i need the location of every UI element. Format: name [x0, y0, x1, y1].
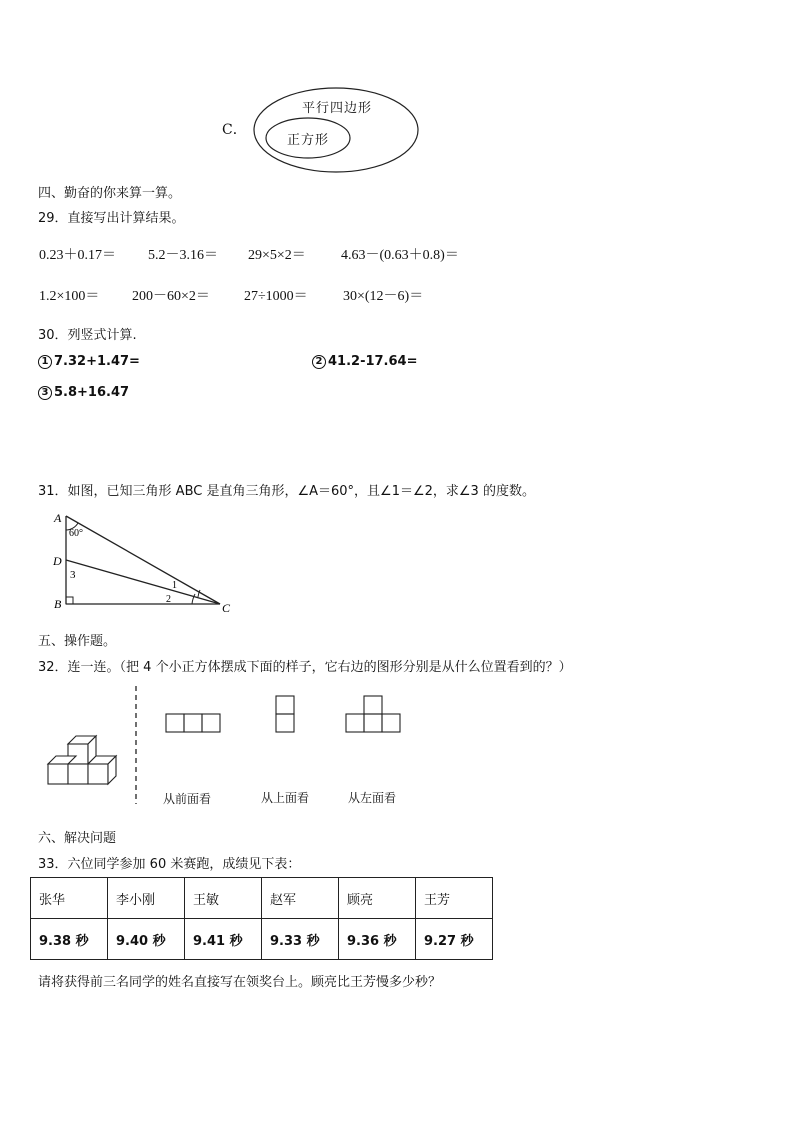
circled-number: 3: [38, 386, 52, 400]
view-label-top: 从上面看: [261, 791, 310, 805]
label-a: A: [54, 511, 62, 525]
q30-item-3: 3 5.8+16.47: [38, 385, 129, 400]
q29-title: 29．直接写出计算结果。: [38, 211, 185, 226]
angle-1-label: 1: [172, 580, 177, 591]
time-cell: 9.27 秒: [416, 919, 493, 960]
label-c: C: [222, 601, 231, 615]
view-label-front: 从前面看: [163, 792, 212, 806]
q33-question: 请将获得前三名同学的姓名直接写在领奖台上。顾亮比王芳慢多少秒？: [38, 975, 442, 990]
label-d: D: [53, 554, 62, 568]
circled-number: 2: [312, 355, 326, 369]
option-c-label: C．: [222, 122, 247, 138]
angle-2-label: 2: [166, 594, 171, 605]
race-results-table: [30, 877, 493, 960]
q29-r1-1: 0.23＋0.17＝: [39, 248, 116, 263]
q29-r1-4: 4.63－(0.63＋0.8)＝: [341, 248, 459, 263]
section-6-heading: 六、解决问题: [38, 831, 117, 846]
view-label-left: 从左面看: [348, 791, 397, 805]
cube-stack-figure: [44, 730, 126, 794]
q30-title: 30．列竖式计算.: [38, 328, 137, 343]
dashed-divider: [134, 686, 138, 804]
circled-number: 1: [38, 355, 52, 369]
label-b: B: [54, 597, 62, 611]
outer-set-label: 平行四边形: [302, 101, 373, 116]
angle-3-label: 3: [70, 569, 76, 581]
name-cell: 张华: [31, 878, 108, 919]
table-row: [31, 919, 493, 960]
name-cell: 王敏: [185, 878, 262, 919]
name-cell: 王芳: [416, 878, 493, 919]
q30-item-1: 1 7.32+1.47=: [38, 354, 140, 369]
q29-r2-2: 200－60×2＝: [132, 289, 210, 304]
q33-title: 33．六位同学参加 60 米赛跑，成绩见下表：: [38, 857, 301, 872]
time-cell: 9.36 秒: [339, 919, 416, 960]
triangle-figure: [50, 508, 240, 618]
q30-item-2: 2 41.2-17.64=: [312, 354, 417, 369]
view-shape-1: [165, 713, 223, 735]
name-cell: 顾亮: [339, 878, 416, 919]
time-cell: 9.41 秒: [185, 919, 262, 960]
view-shape-3: [345, 695, 403, 735]
q29-r2-1: 1.2×100＝: [39, 289, 100, 304]
angle-a-label: 60°: [69, 528, 83, 539]
time-cell: 9.33 秒: [262, 919, 339, 960]
name-cell: 李小刚: [108, 878, 185, 919]
q31-title: 31．如图，已知三角形 ABC 是直角三角形，∠A＝60°，且∠1＝∠2，求∠3 的度数。: [38, 484, 535, 499]
q29-r2-3: 27÷1000＝: [244, 289, 308, 304]
table-row: [31, 878, 493, 919]
time-cell: 9.38 秒: [31, 919, 108, 960]
q29-r1-3: 29×5×2＝: [248, 248, 306, 263]
q29-r1-2: 5.2－3.16＝: [148, 248, 218, 263]
time-cell: 9.40 秒: [108, 919, 185, 960]
q32-title: 32．连一连。（把 4 个小正方体摆成下面的样子，它右边的图形分别是从什么位置看到的？）: [38, 660, 572, 675]
name-cell: 赵军: [262, 878, 339, 919]
q29-r2-4: 30×(12－6)＝: [343, 289, 424, 304]
section-5-heading: 五、操作题。: [38, 634, 117, 649]
inner-set-label: 正方形: [287, 133, 330, 148]
view-shape-2: [275, 695, 297, 735]
section-4-heading: 四、勤奋的你来算一算。: [38, 186, 182, 201]
